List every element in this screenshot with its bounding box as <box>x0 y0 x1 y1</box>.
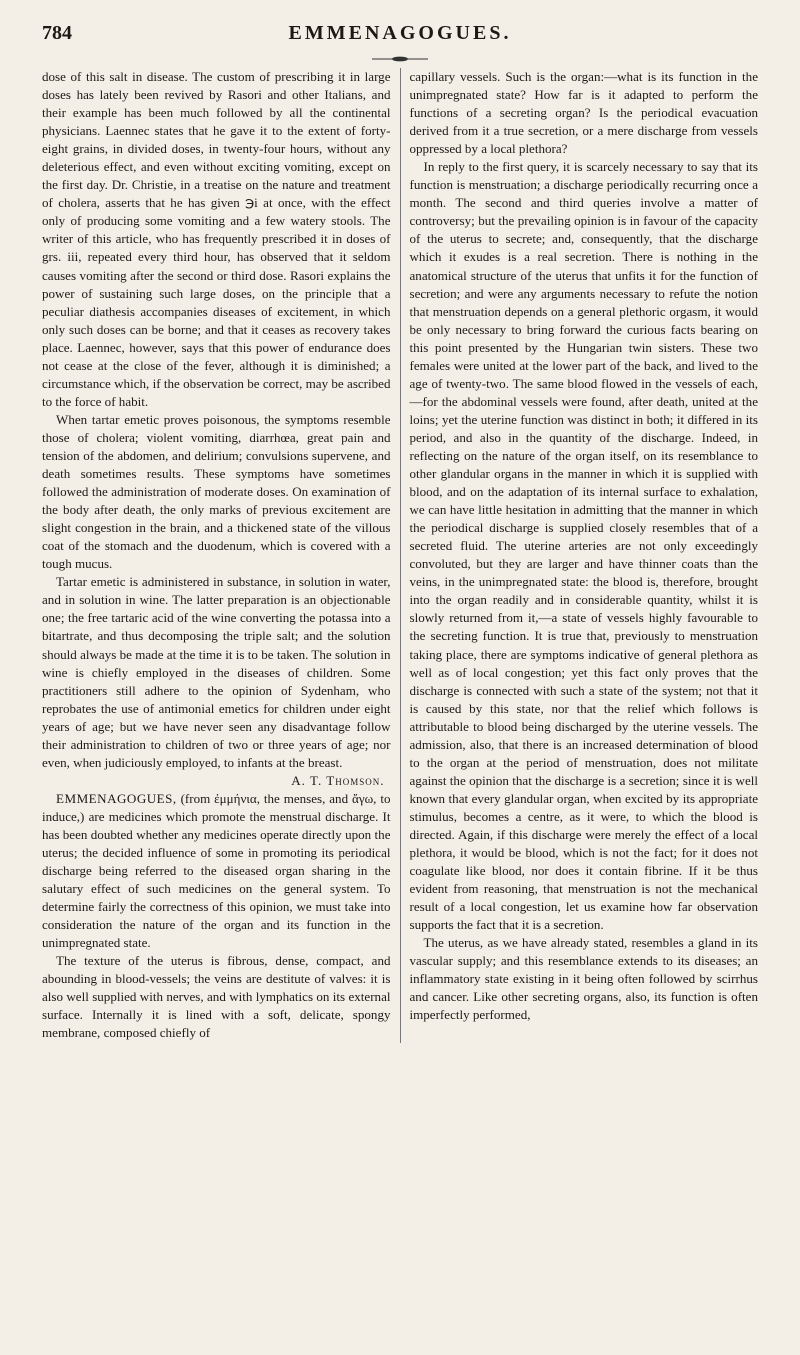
right-paragraph-3: The uterus, as we have already stated, resembles a gland in its vascular supply; and this resemblance extends to its diseases; an inflammatory state existing in it being often followed by scirrhus and cancer. Like other secreting organs, also, its function is often imperfectly performed, <box>409 935 758 1023</box>
right-column <box>401 68 759 1043</box>
article-intro-text: (from ἐμμήνια, the menses, and ἄγω, to induce,) are medicines which promote the menstrual discharge. It has been doubted whether any medicines operate directly upon the uterus; the decided influence of some in promoting its periodical discharge being referred to the diseased organ sharing in the salutary effect of such medicines on the general system. To determine fairly the correctness of this opinion, we must take into consideration the nature of the organ and its function in the unimpregnated state. <box>42 790 391 951</box>
article-headword: EMMENAGOGUES, <box>56 790 177 806</box>
right-paragraph-2: In reply to the first query, it is scarcely necessary to say that its function is menstruation; a discharge periodically recurring once a month. The second and third queries involve a matter of controversy; but the prevailing opinion is in favour of the capacity of the uterus to secrete; and, consequently, that the discharge which it exudes is a real secretion. There is nothing in the anatomical structure of the uterus that unfits it for the function of secretion; and were any arguments necessary to refute the notion that menstruation depends on a general plethoric orgasm, it would be only necessary to bring forward the curious facts bearing on this point presented by the Hungarian twin sisters. These two females were united at the lower part of the back, and lived to the age of twenty-two. The same blood flowed in the vessels of each,—for the abdominal vessels were found, after death, united at the loins; yet the uterine function was distinct in both; it differed in its period, and also in the quantity of the discharge. Indeed, in reflecting on the nature of the organ itself, on its resemblance to other glandular organs in the manner in which it is supplied with blood, and on the adaptation of its internal surface to exhalation, we can have little hesitation in admitting that the manner in which the periodical discharge is supplied closely resembles that of a secreted fluid. The uterine arteries are not only exceedingly convoluted, but they are larger and have thinner coats than the veins, in the unimpregnated state: the blood is, therefore, brought into the organ readily and in considerable quantity, whilst it is slowly returned from it,—a state of vessels highly favourable to the secreting function. It is true that, previously to menstruation taking place, there are symptoms indicative of general plethora as well as of local congestion; yet this fact only proves that the discharge is connected with such a state of the system; not that it is caused by this state, nor that the relief which follows is attributable to blood being discharged by the uterine vessels. The admission, also, that there is an increased determination of blood to the organ at the period of menstruation, does not militate against the opinion that the discharge is a secretion; since it is well known that every glandular organ, when excited by its appropriate stimulus, becomes a centre, as it were, to which the blood is directed. Again, if this discharge were merely the effect of a local plethora, it would be blood, which is not the fact; for it does not coagulate like blood, nor does it contain fibrine. If it be thus evident from reasoning, that menstruation is not the mechanical result of a local congestion, let us examine how far observation supports the fact that it is a secretion. <box>409 159 758 933</box>
right-paragraph-1: capillary vessels. Such is the organ:—what is its function in the unimpregnated state? How far is it adapted to perform the functions of a secreting organ? Is the periodical evacuation derived from it a true secretion, or a mere discharge from vessels oppressed by a local plethora? <box>409 69 758 157</box>
ornament-rule-icon <box>370 55 430 63</box>
page-header <box>42 22 758 68</box>
left-paragraph-1: dose of this salt in disease. The custom of prescribing it in large doses has lately been revived by Rasori and other Italians, and their example has been much followed by all the continental physicians. Laennec states that he gave it to the extent of forty-eight grains, in divided doses, in twenty-four hours, without any deleterious effect, and even without exciting vomiting, except on the first day. Dr. Christie, in a treatise on the nature and treatment of cholera, asserts that he has given ℈i at once, with the effect only of producing some vomiting and a few watery stools. The writer of this article, who has frequently prescribed it in doses of grs. iii, repeated every third hour, has observed that it seldom causes vomiting after the second or third dose. Rasori explains the power of sustaining such large doses, on the principle that a peculiar diathesis accompanies diseases of excitement, in which only such doses can be borne; and that it ceases as recovery takes place. Laennec, however, says that this power of endurance does not cease at the close of the fever, although it is diminished; a circumstance which, if the observation be correct, may be ascribed to the force of habit. <box>42 69 391 409</box>
two-column-text <box>42 68 758 1043</box>
author-signature: A. T. Thomson. <box>291 772 385 788</box>
running-title: EMMENAGOGUES. <box>288 22 512 44</box>
left-paragraph-2: When tartar emetic proves poisonous, the symptoms resemble those of cholera; violent vomiting, diarrhœa, great pain and tension of the abdomen, and delirium; convulsions supervene, and death sometimes results. These symptoms have sometimes followed the administration of moderate doses. On examination of the body after death, the only marks of previous excitement are slight congestion in the brain, and a thickened state of the villous coat of the stomach and the duodenum, which is covered with a tough mucus. <box>42 411 391 572</box>
left-paragraph-3: Tartar emetic is administered in substance, in solution in water, and in solution in wine. The latter preparation is an objectionable one; the free tartaric acid of the wine converting the potassa into a bitartrate, and thus decomposing the triple salt; and the solution should always be made at the time it is to be taken. The solution in wine is chiefly employed in the diseases of children. Some practitioners still adhere to the opinion of Sydenham, who reprobates the use of antimonial emetics for children under eight years of age; but we have never seen any disadvantage follow their administration to children of two or three years of age; nor even, when judiciously employed, to infants at the breast. <box>42 574 391 770</box>
article-emmenagogues-intro <box>42 790 391 952</box>
header-ornament <box>42 55 758 63</box>
left-column <box>42 68 401 1043</box>
left-paragraph-5: The texture of the uterus is fibrous, dense, compact, and abounding in blood-vessels; the veins are destitute of valves: it is also well supplied with nerves, and with lymphatics on its external surface. Internally it is lined with a soft, delicate, spongy membrane, composed chiefly of <box>42 953 391 1041</box>
page-number: 784 <box>42 22 72 44</box>
